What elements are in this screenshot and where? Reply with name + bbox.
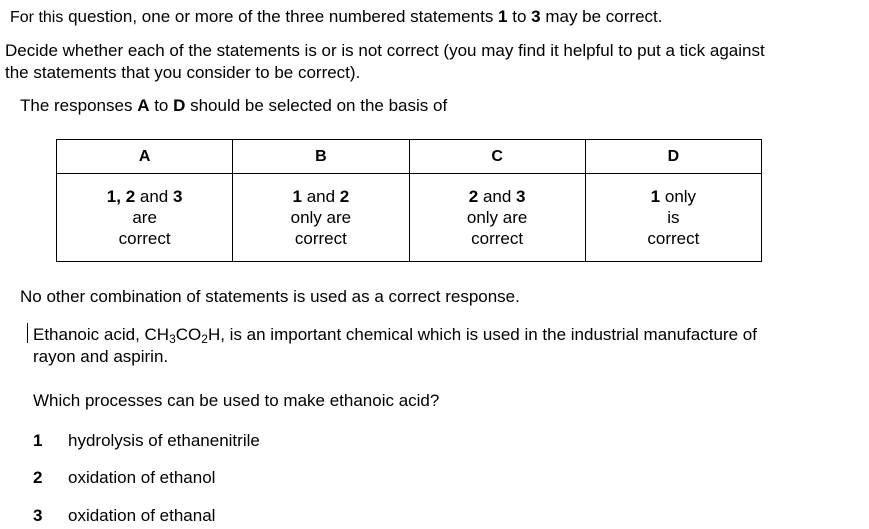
- response-cell-a: [57, 174, 233, 262]
- question-stem-c: H, is an important chemical which is used in the industrial manufacture of: [207, 325, 757, 344]
- response-c-and: and: [478, 187, 517, 206]
- combination-note: No other combination of statements is used as a correct response.: [20, 287, 520, 306]
- question-prompt: Which processes can be used to make ethanoic acid?: [33, 391, 440, 410]
- response-header-a: A: [57, 140, 233, 174]
- response-b-statement-last: 2: [339, 187, 350, 206]
- intro-line-4-to: to: [149, 96, 174, 115]
- question-stem-b: CO: [175, 325, 202, 344]
- response-header-d: D: [585, 140, 761, 174]
- response-key-body-row: [57, 174, 762, 262]
- intro-line-4-end: should be selected on the basis of: [185, 96, 448, 115]
- response-key-header-row: [57, 140, 762, 174]
- intro-number-3: 3: [531, 7, 541, 26]
- response-d-statements: 1: [650, 187, 661, 206]
- question-margin-mark: [27, 323, 28, 343]
- response-a-and: and: [135, 187, 173, 206]
- statement-3-text: oxidation of ethanal: [68, 506, 216, 525]
- intro-line-1-end: may be correct.: [540, 7, 663, 26]
- intro-line-4: [20, 96, 447, 116]
- statement-1-text: hydrolysis of ethanenitrile: [68, 431, 260, 450]
- response-cell-d: [585, 174, 761, 262]
- intro-letter-a: A: [137, 96, 150, 115]
- response-d-line-3: correct: [647, 229, 700, 248]
- response-key-table: [56, 139, 762, 262]
- statement-3-number: 3: [33, 506, 43, 525]
- intro-line-1-start: For this: [10, 9, 64, 26]
- response-b-and: and: [301, 187, 340, 206]
- formula-subscript-2: 2: [201, 332, 208, 346]
- response-c-statement-last: 3: [516, 187, 526, 206]
- response-header-b: B: [233, 140, 409, 174]
- intro-line-4-start: The responses: [20, 96, 138, 115]
- response-a-statement-last: 3: [172, 187, 183, 206]
- response-d-only: only: [660, 187, 697, 206]
- statement-2-number: 2: [33, 468, 43, 487]
- intro-line-3: the statements that you consider to be correct).: [5, 63, 361, 82]
- intro-line-1-to: to: [507, 7, 532, 26]
- response-header-c: C: [409, 140, 585, 174]
- question-stem-line-2: rayon and aspirin.: [33, 347, 169, 366]
- statement-2-text: oxidation of ethanol: [68, 468, 216, 487]
- question-stem-line-1: [33, 325, 757, 345]
- response-b-line-3: correct: [294, 229, 347, 248]
- response-c-line-2: only are: [466, 208, 528, 227]
- response-a-line-2: are: [132, 208, 157, 227]
- response-a-line-3: correct: [118, 229, 171, 248]
- intro-number-1: 1: [498, 7, 508, 26]
- statement-1-number: 1: [33, 431, 43, 450]
- response-c-line-3: correct: [471, 229, 524, 248]
- question-stem-a: Ethanoic acid, CH: [33, 325, 170, 344]
- intro-line-1-mid: question, one or more of the three numbered statements: [63, 7, 499, 26]
- response-cell-c: [409, 174, 585, 262]
- intro-line-2: Decide whether each of the statements is or is not correct (you may find it helpful to put a tick against: [5, 41, 765, 60]
- formula-subscript-3: 3: [169, 332, 176, 346]
- response-a-statements: 1, 2: [106, 187, 136, 206]
- intro-line-1: [10, 7, 662, 28]
- response-d-line-2: is: [667, 208, 680, 227]
- intro-letter-d: D: [173, 96, 186, 115]
- response-b-statements: 1: [292, 187, 302, 206]
- response-c-statements: 2: [468, 187, 479, 206]
- response-b-line-2: only are: [290, 208, 352, 227]
- response-cell-b: [233, 174, 409, 262]
